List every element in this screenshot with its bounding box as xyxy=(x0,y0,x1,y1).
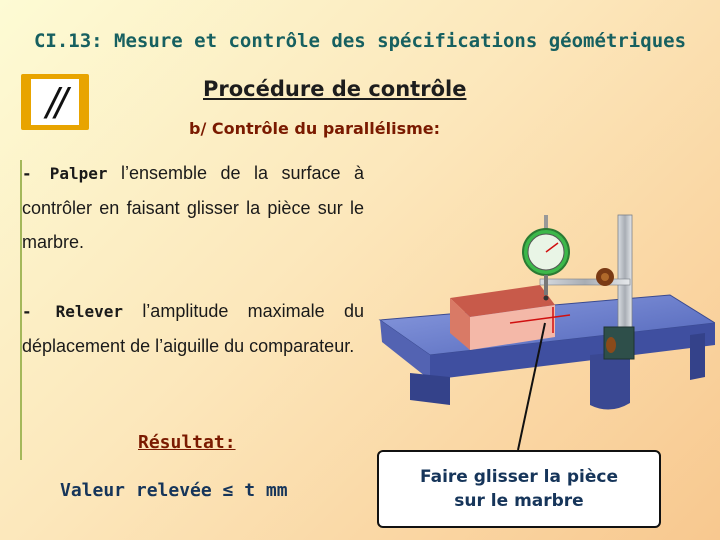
symbol-frame xyxy=(31,79,79,125)
result-title: Résultat: xyxy=(138,432,236,453)
callout-box xyxy=(377,450,661,528)
section-subtitle: b/ Contrôle du parallélisme: xyxy=(189,119,441,138)
section-title: Procédure de contrôle xyxy=(203,77,467,101)
callout-line-2: sur le marbre xyxy=(454,491,584,511)
step-1 xyxy=(22,156,364,259)
callout-line-1: Faire glisser la pièce xyxy=(420,467,618,487)
parallelism-symbol-icon xyxy=(21,74,89,130)
step-2 xyxy=(22,294,364,363)
step-1-keyword: - Palper xyxy=(22,164,108,183)
measurement-illustration xyxy=(370,205,715,465)
symbol-text: // xyxy=(46,80,64,124)
step-2-keyword: - Relever xyxy=(22,302,123,321)
step-2-text: l’amplitude maximale du déplacement de l’aiguille du comparateur. xyxy=(22,301,364,356)
result-value: Valeur relevée ≤ t mm xyxy=(60,480,288,501)
step-1-text: l’ensemble de la surface à contrôler en faisant glisser la pièce sur le marbre. xyxy=(22,163,364,252)
page-title: CI.13: Mesure et contrôle des spécifications géométriques xyxy=(33,30,687,52)
